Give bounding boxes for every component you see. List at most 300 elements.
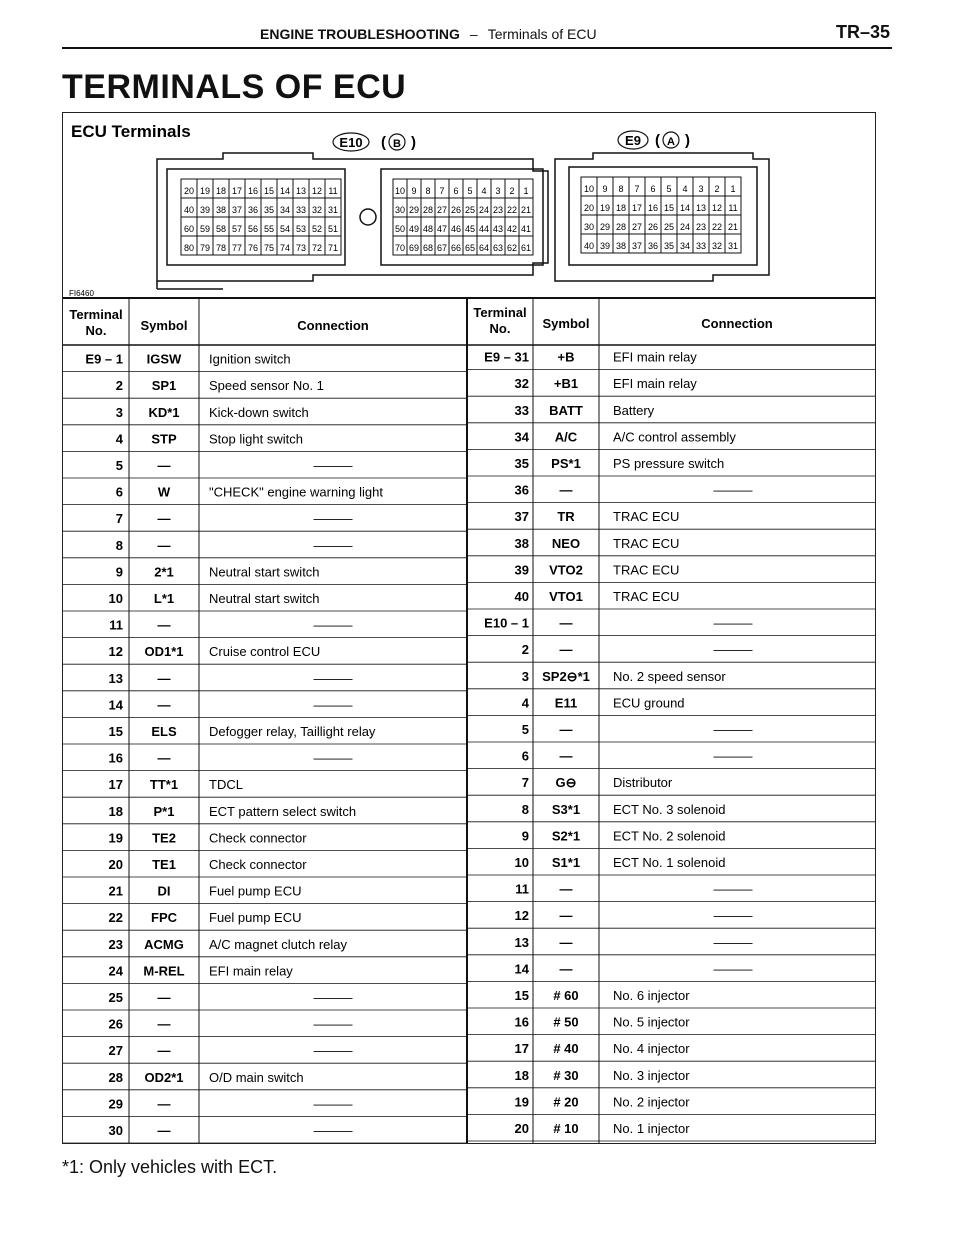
pin-number: 20 (583, 203, 595, 213)
terminal-symbol: KD*1 (148, 404, 180, 420)
terminal-symbol: TE1 (152, 857, 176, 872)
pin-number: 14 (279, 186, 291, 196)
connector-pin (581, 215, 597, 234)
pin-number: 44 (478, 224, 490, 234)
connector-pin (613, 234, 629, 253)
connector-pin (677, 234, 693, 253)
terminal-connection: TRAC ECU (613, 562, 680, 578)
table-row (467, 562, 875, 582)
terminal-symbol: +B1 (553, 376, 579, 392)
terminal-symbol: — (559, 961, 573, 977)
terminal-symbol: — (157, 750, 171, 766)
connector-pin (229, 179, 245, 198)
pin-number: 64 (478, 243, 490, 253)
pin-number: 54 (279, 224, 291, 234)
connector-pin (463, 236, 477, 255)
terminal-connection: No. 6 injector (613, 988, 690, 1003)
terminal-number: 3 (115, 404, 123, 420)
terminal-connection: EFI main relay (613, 376, 697, 392)
pin-number: 35 (263, 205, 275, 215)
terminal-symbol: VTO1 (549, 589, 583, 604)
terminal-symbol: OD2*1 (144, 1069, 184, 1085)
terminal-connection: Neutral start switch (209, 564, 320, 580)
connector-pin (449, 236, 463, 255)
connector-pin (463, 217, 477, 236)
table-row (63, 1043, 467, 1063)
terminal-number: 27 (108, 1043, 123, 1059)
terminal-symbol: S2*1 (551, 828, 581, 844)
connector-pin (245, 198, 261, 217)
connector-pin (725, 215, 741, 234)
terminal-symbol: +B (557, 349, 575, 365)
connector-pin (197, 198, 213, 217)
terminal-connection: ECU ground (613, 695, 685, 711)
terminal-number: 11 (109, 617, 123, 633)
connector-pin (581, 177, 597, 196)
connector-pin (181, 217, 197, 236)
table-row (63, 1070, 467, 1090)
connector-pin (181, 198, 197, 217)
terminal-number: 3 (521, 668, 529, 684)
connector-pin (519, 198, 533, 217)
terminal-number: 25 (108, 990, 123, 1005)
pin-number: 14 (679, 203, 691, 213)
pin-number: 21 (520, 205, 532, 215)
pin-number: 30 (394, 205, 406, 215)
connector-pin (597, 196, 613, 215)
terminal-connection: PS pressure switch (613, 456, 725, 471)
terminal-connection: ECT No. 2 solenoid (613, 828, 726, 844)
connector-pin (309, 236, 325, 255)
pin-number: 36 (247, 205, 259, 215)
terminal-symbol: — (559, 908, 573, 924)
terminal-symbol: TE2 (152, 830, 176, 846)
terminal-symbol: — (559, 748, 573, 764)
terminal-connection: TDCL (209, 777, 243, 793)
terminal-connection: ——— (713, 615, 753, 631)
terminal-symbol: — (157, 1043, 171, 1059)
connector-pin (213, 179, 229, 198)
table-row (63, 857, 467, 877)
connector-pin (709, 215, 725, 234)
terminal-number: 20 (514, 1121, 529, 1136)
pin-number: 7 (439, 186, 445, 196)
terminal-symbol: ELS (151, 724, 177, 739)
table-row (467, 509, 875, 529)
terminal-number: 29 (108, 1096, 123, 1112)
table-row (63, 511, 467, 531)
connector-pin (645, 215, 661, 234)
terminal-connection: ——— (313, 750, 353, 766)
pin-number: 34 (279, 205, 291, 215)
terminal-number: 6 (521, 748, 529, 764)
terminal-symbol: STP (151, 431, 177, 447)
table-row (467, 855, 875, 875)
terminal-symbol: — (157, 1123, 171, 1138)
connector-pin (629, 234, 645, 253)
terminal-connection: No. 2 speed sensor (613, 668, 726, 684)
pin-number: 4 (481, 186, 487, 196)
pin-number: 23 (492, 205, 504, 215)
terminal-number: 13 (514, 934, 529, 950)
header-subsection: Terminals of ECU (487, 26, 597, 42)
pin-number: 15 (263, 186, 275, 196)
pin-number: 8 (618, 184, 624, 194)
table-row (63, 884, 467, 904)
connector-pin (491, 217, 505, 236)
left-header-connection: Connection (297, 318, 369, 333)
pin-number: 21 (727, 222, 739, 232)
right-header-connection: Connection (701, 316, 773, 331)
terminal-number: 17 (514, 1041, 529, 1057)
table-row (467, 935, 875, 955)
connector-pin (491, 236, 505, 255)
connector-label-e9 (618, 131, 690, 149)
terminal-symbol: E11 (554, 695, 578, 711)
pin-number: 20 (183, 186, 195, 196)
terminal-number: 2 (521, 642, 529, 658)
pin-number: 69 (408, 243, 420, 253)
pin-number: 63 (492, 243, 504, 253)
terminal-symbol: # 20 (553, 1094, 579, 1110)
terminal-connection: A/C control assembly (613, 429, 736, 445)
connector-pin (629, 196, 645, 215)
pin-number: 70 (394, 243, 406, 253)
pin-number: 26 (450, 205, 462, 215)
pin-number: 13 (295, 186, 307, 196)
terminal-connection: ——— (313, 458, 353, 473)
terminal-symbol: NEO (551, 535, 581, 551)
pin-number: 35 (663, 241, 675, 251)
terminal-connection: ——— (713, 642, 753, 658)
connector-pin (261, 217, 277, 236)
table-row (467, 456, 875, 476)
terminal-connection: ——— (713, 908, 753, 924)
table-row (63, 910, 467, 930)
pin-number: 61 (520, 243, 532, 253)
terminal-number: 17 (108, 777, 123, 793)
terminal-number: 16 (108, 750, 123, 766)
connector-pin (629, 215, 645, 234)
terminal-symbol: TR (557, 509, 575, 525)
connector-pin (421, 179, 435, 198)
pin-number: 74 (279, 243, 291, 253)
table-row (63, 1096, 467, 1116)
connector-b-pins-right (393, 179, 533, 255)
terminal-number: 28 (108, 1069, 123, 1085)
terminal-connection: ECT No. 3 solenoid (613, 801, 726, 817)
table-row (467, 749, 875, 769)
pin-number: 24 (478, 205, 490, 215)
terminal-connection: ——— (713, 482, 753, 498)
terminal-connection: TRAC ECU (613, 589, 680, 604)
pin-number: 48 (422, 224, 434, 234)
pin-number: 77 (231, 243, 243, 253)
pin-number: 22 (711, 222, 723, 232)
connector-pin (661, 177, 677, 196)
connector-e10-name: E10 (339, 135, 363, 150)
pin-number: 39 (599, 241, 611, 251)
connector-pin (677, 196, 693, 215)
connector-pin (435, 198, 449, 217)
connector-pin (505, 236, 519, 255)
pin-number: 3 (495, 186, 501, 196)
table-row (467, 483, 875, 503)
terminal-number: 32 (514, 376, 529, 392)
connector-pin (477, 217, 491, 236)
table-row (467, 616, 875, 636)
terminal-number: 12 (514, 908, 529, 924)
table-row (63, 618, 467, 638)
left-table-rows (63, 352, 467, 1143)
connector-pin (245, 236, 261, 255)
terminal-connection: ——— (713, 722, 753, 737)
terminal-symbol: — (559, 881, 573, 897)
pin-number: 73 (295, 243, 307, 253)
terminal-connection: TRAC ECU (613, 509, 680, 525)
terminal-symbol: P*1 (153, 803, 175, 819)
pin-number: 2 (509, 186, 515, 196)
terminal-number: 13 (108, 670, 123, 686)
terminal-number: 37 (514, 509, 529, 525)
table-row (63, 697, 467, 717)
terminal-number: 4 (115, 431, 123, 447)
terminal-symbol: S1*1 (551, 855, 581, 870)
terminal-connection: Stop light switch (209, 431, 303, 447)
table-row (467, 695, 875, 715)
terminal-symbol: 2*1 (154, 564, 174, 580)
terminal-symbol: SP2⊖*1 (542, 668, 590, 684)
svg-text:): ) (411, 134, 416, 151)
table-row (63, 937, 467, 957)
terminal-symbol: # 50 (553, 1014, 579, 1030)
terminal-connection: ——— (313, 1043, 353, 1059)
connector-pin (477, 179, 491, 198)
pin-number: 16 (247, 186, 259, 196)
connector-pin (709, 234, 725, 253)
terminal-connection: Fuel pump ECU (209, 910, 302, 926)
terminal-symbol: DI (157, 883, 171, 899)
connector-pin (261, 179, 277, 198)
terminal-symbol: — (559, 642, 573, 658)
connector-pin (505, 198, 519, 217)
terminal-connection: No. 4 injector (613, 1041, 690, 1057)
connector-pin (463, 198, 477, 217)
pin-number: 2 (714, 184, 720, 194)
table-row (467, 403, 875, 423)
left-header-terminal: Terminal No. (69, 307, 123, 338)
pin-number: 17 (631, 203, 643, 213)
pin-number: 23 (695, 222, 707, 232)
terminal-number: 20 (108, 857, 123, 872)
terminal-connection: Defogger relay, Taillight relay (209, 724, 376, 739)
terminal-number: 38 (514, 535, 529, 551)
header-rule (62, 47, 892, 49)
terminal-connection: ——— (313, 1016, 353, 1032)
terminal-symbol: — (559, 722, 573, 737)
connector-pin (309, 179, 325, 198)
pin-number: 38 (615, 241, 627, 251)
terminal-connection: ——— (713, 881, 753, 897)
connector-pin (645, 177, 661, 196)
pin-number: 8 (425, 186, 431, 196)
table-row (63, 458, 467, 478)
terminal-symbol: G⊖ (555, 775, 577, 791)
connector-pin (325, 236, 341, 255)
connector-pin (293, 198, 309, 217)
connector-pin (477, 236, 491, 255)
connector-pin (435, 179, 449, 198)
pin-number: 9 (602, 184, 608, 194)
terminal-number: 10 (514, 855, 529, 870)
pin-number: 36 (647, 241, 659, 251)
pin-number: 37 (631, 241, 643, 251)
terminal-connection: A/C magnet clutch relay (209, 936, 348, 952)
ecu-terminal-figure (62, 112, 876, 1144)
table-row (63, 777, 467, 797)
terminal-number: 26 (108, 1016, 123, 1032)
table-row (63, 431, 467, 451)
table-row (467, 1015, 875, 1035)
connector-pin (613, 196, 629, 215)
connector-pin (677, 215, 693, 234)
terminal-connection: Ignition switch (209, 351, 291, 367)
table-row (467, 1041, 875, 1061)
pin-number: 38 (215, 205, 227, 215)
svg-text:(: ( (655, 132, 660, 149)
table-row (63, 751, 467, 771)
terminal-number: 8 (521, 801, 529, 817)
pin-number: 76 (247, 243, 259, 253)
pin-number: 25 (663, 222, 675, 232)
terminal-number: 2 (115, 378, 123, 394)
connector-pin (463, 179, 477, 198)
connector-pin (245, 217, 261, 236)
connector-pin (197, 236, 213, 255)
terminal-symbol: A/C (554, 429, 578, 445)
table-row (467, 961, 875, 981)
connector-pin (491, 179, 505, 198)
connector-b-pins-left (181, 179, 341, 255)
pin-number: 5 (666, 184, 672, 194)
connector-pin (393, 236, 407, 255)
table-row (63, 564, 467, 584)
pin-number: 6 (453, 186, 459, 196)
pin-number: 40 (183, 205, 195, 215)
table-row (63, 724, 467, 744)
table-row (63, 644, 467, 664)
connector-pin (277, 179, 293, 198)
pin-number: 49 (408, 224, 420, 234)
terminal-connection: ——— (713, 961, 753, 977)
terminal-symbol: # 40 (553, 1041, 579, 1057)
terminal-number: 10 (108, 591, 123, 606)
pin-number: 10 (394, 186, 406, 196)
connector-pin (449, 198, 463, 217)
pin-number: 42 (506, 224, 518, 234)
pin-number: 28 (615, 222, 627, 232)
terminal-symbol: — (559, 615, 573, 631)
terminal-connection: ——— (713, 934, 753, 950)
terminal-symbol: — (157, 511, 171, 527)
pin-number: 67 (436, 243, 448, 253)
terminal-connection: ——— (713, 748, 753, 764)
connector-pin (519, 236, 533, 255)
terminal-connection: ——— (313, 697, 353, 713)
terminal-symbol: # 30 (553, 1067, 579, 1083)
terminal-symbol: L*1 (153, 591, 175, 606)
right-header-symbol: Symbol (542, 316, 590, 331)
pin-number: 18 (615, 203, 627, 213)
table-row (467, 536, 875, 556)
terminal-symbol: — (157, 1096, 171, 1112)
connector-pin (213, 198, 229, 217)
pin-number: 55 (263, 224, 275, 234)
pin-number: 4 (682, 184, 688, 194)
terminal-number: 34 (514, 429, 529, 445)
terminal-connection: No. 5 injector (613, 1014, 690, 1030)
pin-number: 57 (231, 224, 243, 234)
connector-pin (477, 198, 491, 217)
connector-pin (277, 217, 293, 236)
connector-pin (325, 198, 341, 217)
pin-number: 56 (247, 224, 259, 234)
pin-number: 26 (647, 222, 659, 232)
pin-number: 29 (408, 205, 420, 215)
connector-pin (213, 217, 229, 236)
table-row (467, 669, 875, 689)
table-headers (69, 305, 772, 338)
table-row (63, 405, 467, 425)
connector-pin (709, 177, 725, 196)
terminal-symbol: — (157, 670, 171, 686)
terminal-connection: Fuel pump ECU (209, 883, 302, 899)
connector-pin (407, 236, 421, 255)
terminal-connection: Check connector (209, 830, 307, 846)
table-row (467, 1094, 875, 1114)
connector-pin (597, 215, 613, 234)
terminal-connection: ——— (313, 511, 353, 527)
pin-number: 1 (523, 186, 529, 196)
connector-pin (407, 217, 421, 236)
table-row (467, 775, 875, 795)
terminal-symbol: W (157, 484, 171, 500)
terminal-connection: ECT pattern select switch (209, 803, 357, 819)
pin-number: 39 (199, 205, 211, 215)
terminal-symbol: — (559, 482, 573, 498)
terminal-number: 24 (108, 963, 123, 979)
connector-pin (181, 179, 197, 198)
connector-pin (505, 179, 519, 198)
table-row (467, 802, 875, 822)
table-row (63, 963, 467, 983)
connector-pin (725, 196, 741, 215)
connector-pin (581, 234, 597, 253)
table-row (63, 485, 467, 505)
pin-number: 34 (679, 241, 691, 251)
connector-pin (435, 217, 449, 236)
pin-number: 52 (311, 224, 323, 234)
connector-pin (245, 179, 261, 198)
connector-pin (449, 179, 463, 198)
connector-pin (229, 236, 245, 255)
terminal-number: 5 (115, 458, 123, 473)
connector-pin (597, 177, 613, 196)
terminal-connection: Speed sensor No. 1 (209, 378, 324, 394)
left-header-symbol: Symbol (140, 318, 188, 333)
table-row (467, 589, 875, 609)
table-row (467, 1068, 875, 1088)
